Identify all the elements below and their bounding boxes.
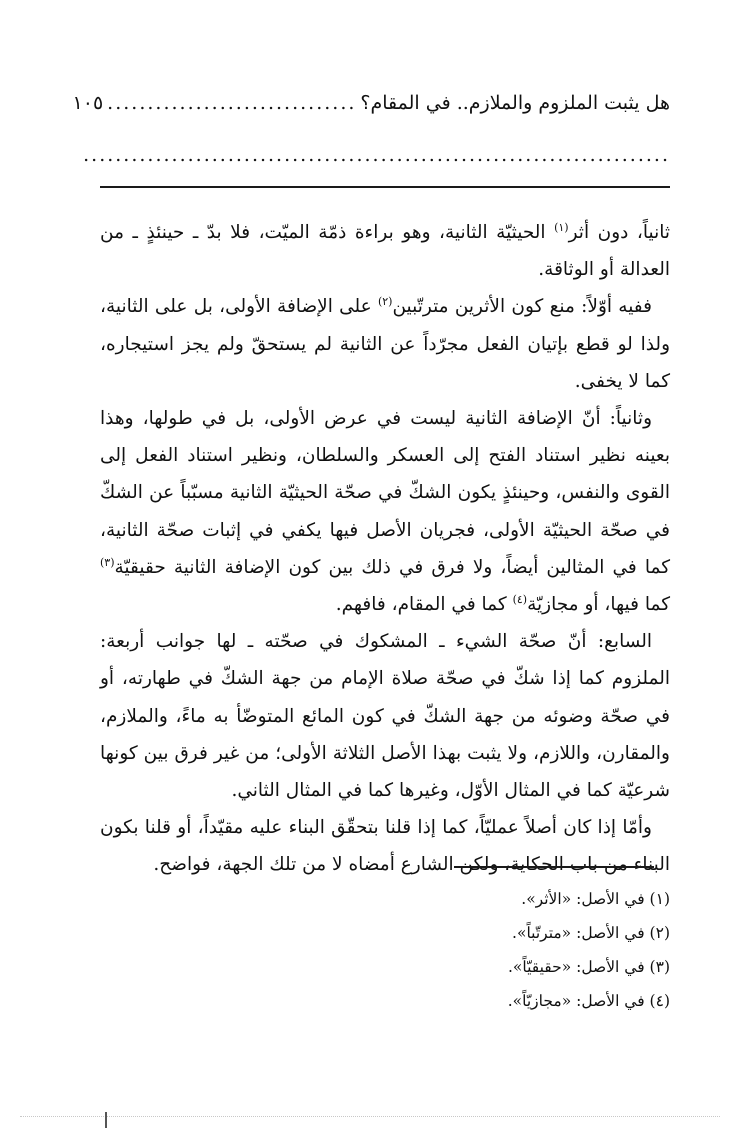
footnote-rule	[454, 866, 654, 868]
paragraph-2: ففيه أوّلاً: منع كون الأثرين مترتّبين$^{(٢)}$ على الإضافة الأولى، بل على الثانية، ولذا لو قطع بإتيان الفعل مجرّداً عن الثانية لم يستحقّ ولم يجز استيجاره، كما لا يخفى.	[100, 295, 670, 392]
page-number: ١٠٥	[72, 92, 104, 114]
footnotes	[300, 882, 670, 1018]
footnote-item: (١) في الأصل: «الأثر».	[521, 890, 670, 908]
bottom-tick-mark	[105, 1112, 107, 1128]
paragraph-1: ثانياً، دون أثر$^{(١)}$ الحيثيّة الثانية، وهو براءة ذمّة الميّت، فلا بدّ ـ حينئذٍ ـ من العدالة أو الوثاقة.	[100, 220, 671, 281]
footnote-item: (٣) في الأصل: «حقيقيّاً».	[507, 958, 670, 976]
footnote-ref-2: (٢)	[377, 295, 393, 309]
footnote-ref-3: (٣)	[100, 555, 115, 569]
bottom-edge-marks	[20, 1116, 720, 1117]
running-header-leader: ...............................	[107, 92, 357, 114]
running-header	[72, 88, 670, 118]
paragraph-5: وأمّا إذا كان أصلاً عمليّاً، كما إذا قلنا بتحقّق البناء عليه مقيّداً، أو قلنا بكون البناء من باب الحكاية، ولكن الشارع أمضاه لا من تلك الجهة، فواضح.	[100, 817, 670, 876]
header-rule	[100, 186, 670, 188]
running-header-title: هل يثبت الملزوم والملازم.. في المقام؟	[360, 92, 670, 114]
footnote-ref-4: (٤)	[512, 592, 528, 606]
footnote-item: (٢) في الأصل: «مترتّباً».	[512, 924, 670, 942]
footnote-ref-1: (١)	[554, 220, 569, 234]
separator-dots: .........................................................................	[83, 144, 670, 166]
paragraph-4: السابع: أنّ صحّة الشيء ـ المشكوك في صحّته ـ لها جوانب أربعة: الملزوم كما إذا شكّ في صحّة صلاة الإمام من جهة الشكّ في طهارته، أو في صحّة وضوئه من جهة الشكّ في كون المائع المتوضّأ به ماءً، والملازم، والمقارن، واللازم، ولا يثبت بهذا الأصل الثلاثة الأولى؛ من غير فرق بين كونها شرعيّة كما في المثال الأوّل، وغيرها كما في المثال الثاني.	[100, 631, 670, 802]
footnote-item: (٤) في الأصل: «مجازيّاً».	[507, 992, 670, 1010]
paragraph-3: وثانياً: أنّ الإضافة الثانية ليست في عرض الأولى، بل في طولها، وهذا بعينه نظير استناد الفتح إلى العسكر والسلطان، ونظير استناد الفعل إلى القوى والنفس، وحينئذٍ يكون الشكّ في صحّة الحيثيّة الثانية مسبّباً عن الشكّ في صحّة الحيثيّة الأولى، فجريان الأصل فيها يكفي في إثبات صحّة الثانية، كما في المثالين أيضاً، ولا فرق في ذلك بين كون الإضافة الثانية حقيقيّة$^{(٣)}$ كما فيها، أو مجازيّة$^{(٤)}$ كما في المقام، فافهم.	[100, 408, 670, 616]
main-text	[100, 214, 670, 884]
